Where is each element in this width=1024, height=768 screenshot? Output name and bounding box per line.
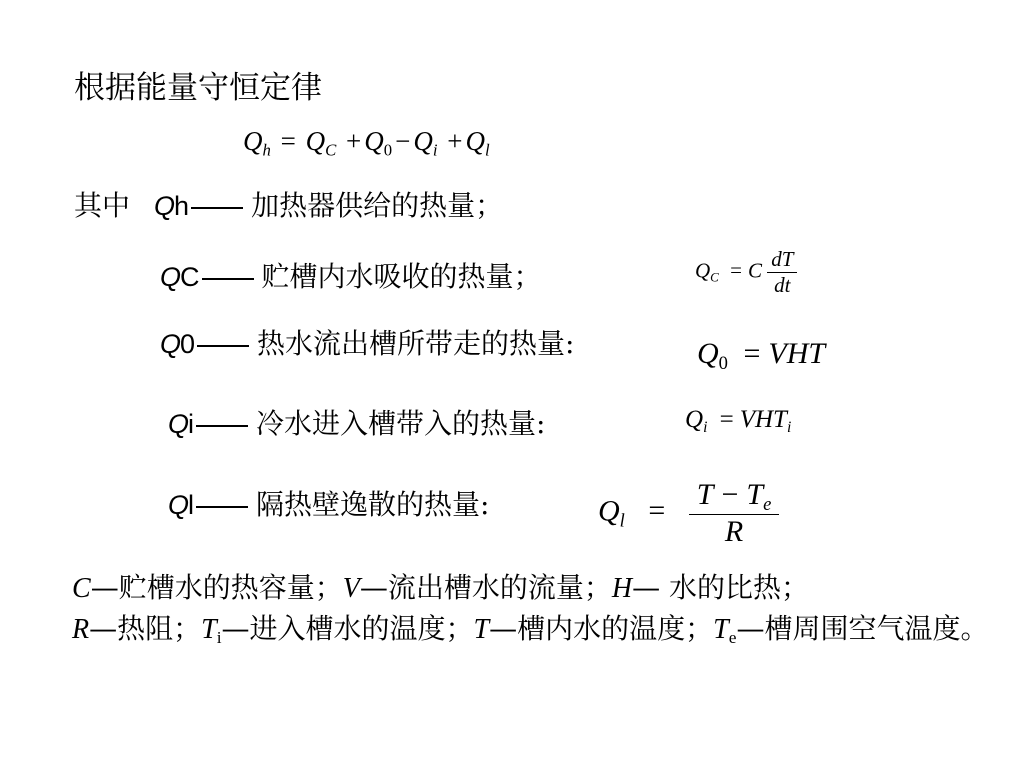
fraction-dt: $\frac{dT}{dt}$ <box>767 247 797 298</box>
formula-ql: $Q_l$ = $\frac{T - T_e}{R}$ <box>598 478 779 549</box>
definition-qh: 其中 Qh 加热器供给的热量； <box>74 189 504 222</box>
dash-divider <box>197 345 249 347</box>
symbol-ql: Ql <box>168 490 195 520</box>
page-title: 根据能量守恒定律 <box>74 70 322 106</box>
symbol-qi: Qi <box>168 409 195 439</box>
symbol-qc: QC <box>160 262 200 292</box>
dash-divider <box>196 506 248 508</box>
symbol-qh: Qh <box>154 191 190 221</box>
definition-qc: QC 贮槽内水吸收的热量； <box>160 260 542 293</box>
fraction-heat-loss: $\frac{T - T_e}{R}$ <box>689 478 780 549</box>
symbol-legend: C—贮槽水的热容量；V—流出槽水的流量；H— 水的比热； R—热阻；$T_i—$进入槽水的温度；T—槽内水的温度；$T_e—$槽周围空气温度。 <box>72 571 989 648</box>
formula-q0: $Q_0$ = VHT <box>697 337 826 374</box>
symbol-q0: Q0 <box>160 329 196 359</box>
dash-divider <box>202 278 254 280</box>
dash-divider <box>196 425 248 427</box>
energy-balance-equation: $Q_h = Q_C + Q_0 - Q_i + Q_l$ <box>243 126 490 160</box>
definition-q0: Q0 热水流出槽所带走的热量: <box>160 327 575 360</box>
definition-ql: Ql 隔热壁逸散的热量: <box>168 488 490 521</box>
definition-qi: Qi 冷水进入槽带入的热量: <box>168 407 546 440</box>
formula-qc: $Q_C = C$ $\frac{dT}{dt}$ <box>695 247 797 298</box>
formula-qi: $Q_i = VHT_i$ <box>685 406 792 436</box>
dash-divider <box>191 207 243 209</box>
